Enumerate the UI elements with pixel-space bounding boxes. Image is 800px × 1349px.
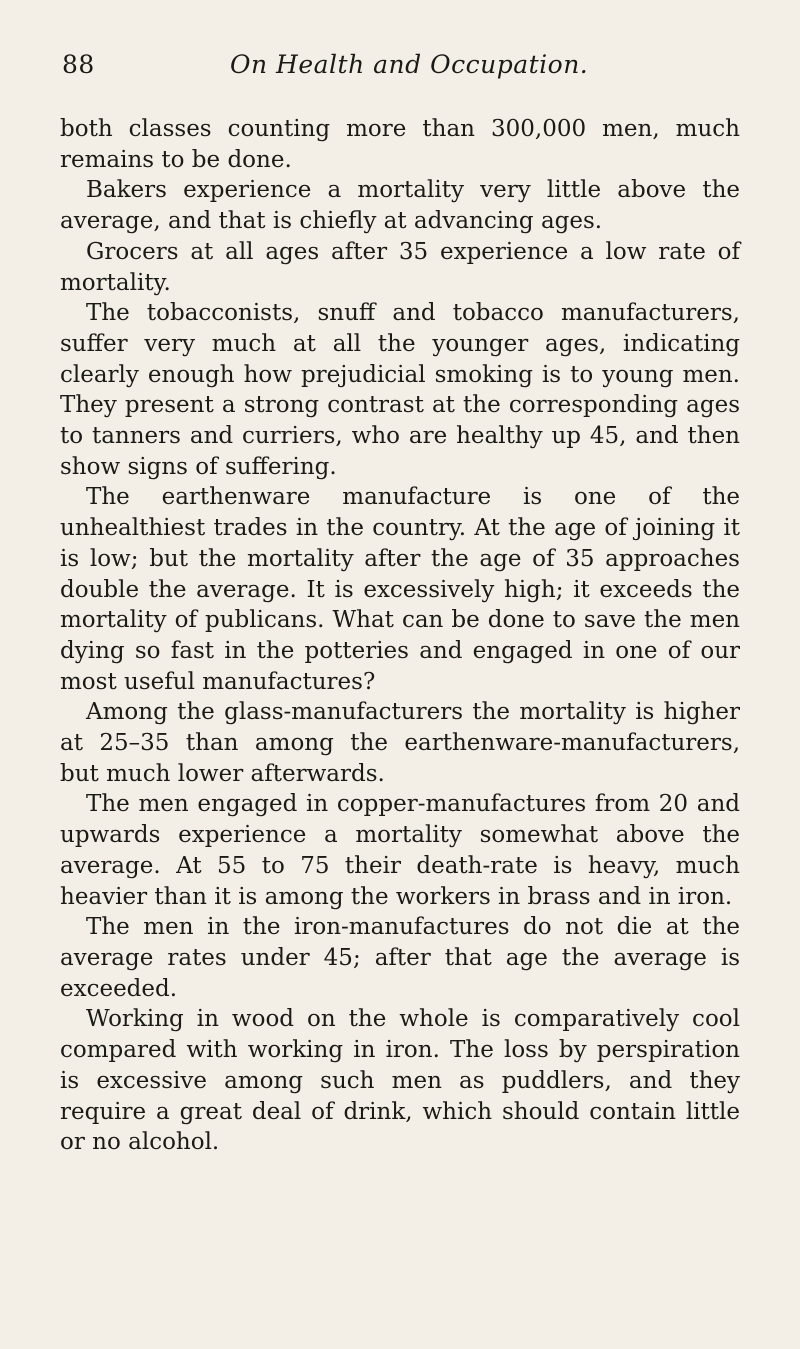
running-title: On Health and Occupation. — [230, 50, 589, 79]
body-text — [60, 114, 740, 1158]
page-number: 88 — [62, 50, 95, 79]
paragraph-wood: Working in wood on the whole is comparatively cool compared with working in iron. The loss by perspiration is excessive among such men as puddlers, and they require a great deal of drink, which should contain little or no alcohol. — [60, 1006, 740, 1156]
paragraph-grocers: Grocers at all ages after 35 experience a low rate of mortality. — [60, 238, 740, 296]
paragraph-tobacconists: The tobacconists, snuff and tobacco manufacturers, suffer very much at all the younger ages, indicating clearly enough how prejudicial smoking is to young men. They present a strong contrast at the corresponding ages to tanners and curriers, who are healthy up 45, and then show signs of suffering. — [60, 300, 740, 480]
paragraph-continuation: both classes counting more than 300,000 men, much remains to be done. — [60, 116, 740, 173]
paragraph-copper: The men engaged in copper-manufactures from 20 and upwards experience a mortality somewhat above the average. At 55 to 75 their death-rate is heavy, much heavier than it is among the workers in brass and in iron. — [60, 791, 740, 910]
paragraph-iron: The men in the iron-manufactures do not die at the average rates under 45; after that age the average is exceeded. — [60, 914, 740, 1002]
page-header — [60, 50, 740, 90]
paragraph-earthenware: The earthenware manufacture is one of the unhealthiest trades in the country. At the age of joining it is low; but the mortality after the age of 35 approaches double the average. It is excessively high; it exceeds the mortality of publicans. What can be done to save the men dying so fast in the potteries and engaged in one of our most useful manufactures? — [60, 484, 740, 695]
paragraph-glass: Among the glass-manufacturers the mortality is higher at 25–35 than among the earthenware-manufacturers, but much lower afterwards. — [60, 699, 740, 787]
paragraph-bakers: Bakers experience a mortality very little above the average, and that is chiefly at advancing ages. — [60, 177, 740, 235]
